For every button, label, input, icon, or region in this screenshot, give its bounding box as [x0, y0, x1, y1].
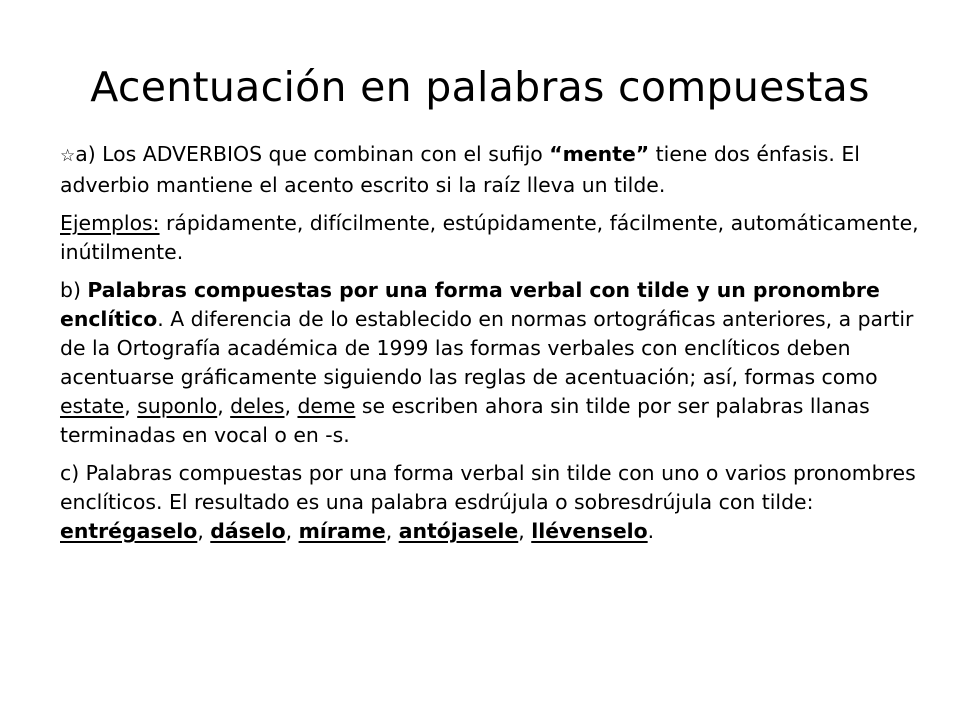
example-word-suponlo: suponlo — [137, 394, 218, 418]
paragraph-enclitic-with-tilde — [60, 276, 920, 450]
mente-suffix: “mente” — [549, 142, 650, 166]
example-word-estate: estate — [60, 394, 125, 418]
slide-title: Acentuación en palabras compuestas — [90, 63, 870, 111]
separator: , — [518, 519, 532, 543]
example-word-deme: deme — [297, 394, 356, 418]
separator: , — [284, 394, 298, 418]
examples-text: rápidamente, difícilmente, estúpidamente, fácilmente, automáticamente, inútilmente. — [60, 211, 919, 264]
paragraph-enclitic-without-tilde — [60, 459, 920, 546]
example-word-entregaselo: entrégaselo — [60, 519, 198, 543]
examples-label: Ejemplos: — [60, 211, 160, 235]
separator: , — [285, 519, 299, 543]
adverbs-prefix: a) Los ADVERBIOS que combinan con el sufijo — [75, 142, 550, 166]
example-word-mirame: mírame — [298, 519, 386, 543]
separator: , — [124, 394, 138, 418]
separator: , — [197, 519, 211, 543]
example-word-deles: deles — [230, 394, 285, 418]
b-text-2: se escriben ahora sin tilde por ser palabras llanas terminadas en vocal o en -s. — [60, 394, 870, 447]
b-text-1: . A diferencia de lo establecido en normas ortográficas anteriores, a partir de la Ortografía académica de 1999 las formas verbales con enclíticos deben acentuarse gráficamente siguiendo las reglas de acentuación; así, formas como — [60, 307, 914, 389]
star-icon: ☆ — [60, 146, 76, 166]
adverbs-rest: tiene dos énfasis. El adverbio mantiene el acento escrito si la raíz lleva un tilde. — [60, 142, 860, 197]
separator: , — [217, 394, 231, 418]
example-word-llevenselo: llévenselo — [531, 519, 648, 543]
slide-body — [60, 140, 920, 555]
paragraph-examples — [60, 209, 920, 267]
example-word-daselo: dáselo — [210, 519, 286, 543]
c-text: c) Palabras compuestas por una forma verbal sin tilde con uno o varios pronombres enclíticos. El resultado es una palabra esdrújula o sobresdrújula con tilde: — [60, 461, 916, 514]
example-word-antojasele: antójasele — [398, 519, 519, 543]
separator: , — [385, 519, 399, 543]
paragraph-adverbs — [60, 140, 920, 200]
b-prefix: b) — [60, 278, 88, 302]
c-end: . — [647, 519, 655, 543]
b-heading: Palabras compuestas por una forma verbal con tilde y un pronombre enclítico — [60, 278, 880, 331]
